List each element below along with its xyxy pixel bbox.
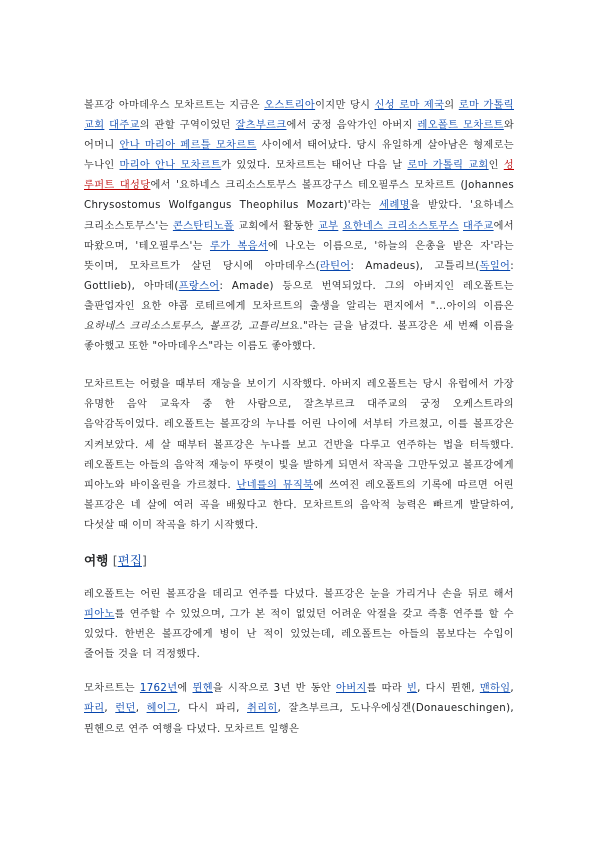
article-link[interactable]: 오스트리아 (264, 100, 316, 111)
article-link[interactable]: 루가 복음서 (209, 240, 269, 252)
article-link[interactable]: 런던 (115, 703, 136, 715)
text-run: 모차르트는 (84, 683, 140, 695)
section-heading-travel (84, 550, 514, 569)
article-link[interactable]: 잘츠부르크 (235, 120, 287, 132)
article-link[interactable]: 난네를의 뮤직북 (236, 479, 314, 491)
paragraph-performance (84, 585, 514, 665)
article-link[interactable]: 레오폴트 모차르트 (417, 120, 504, 132)
text-run: 인 (488, 160, 504, 172)
text-run: , 다시 파리, (177, 703, 248, 715)
section-title: 여행 (84, 552, 109, 568)
article-link[interactable]: 요한네스 크리소스토무스 (342, 220, 459, 232)
text-run: 에 (177, 683, 193, 695)
text-run: , (135, 703, 147, 715)
text-run: 을 시작으로 3년 반 동안 (212, 683, 336, 695)
article-link[interactable]: 아버지 (336, 683, 367, 695)
text-run: 를 따라 (366, 683, 407, 695)
article-link[interactable]: 취리히 (247, 703, 278, 715)
text-run: 에서 '요하네스 크리소스토무스 볼프강구스 테오필루스 모차르트 (Johannes Chrysostomus Wolfgangus Theophilus Mozart)'라는 (84, 180, 515, 212)
text-run: , 다시 뮌헨, (417, 683, 480, 695)
article-link[interactable]: 빈 (406, 683, 418, 695)
text-run: 에서 궁정 음악가인 아버지 (286, 120, 418, 132)
article-link[interactable]: 신성 로마 제국 (374, 100, 445, 111)
edit-bracket-open: [ (112, 552, 118, 568)
paragraph-childhood (84, 375, 514, 536)
article-link[interactable]: 라틴어 (319, 260, 351, 272)
article-body (84, 96, 514, 754)
article-link[interactable]: 교부 (317, 220, 339, 232)
text-run: , 잘츠부르크, 도나우에싱겐(Donaueschingen), 뮌헨으로 연주 여행을 다녔다. 모차르트 일행은 (84, 703, 514, 735)
article-link[interactable]: 세례명 (379, 200, 410, 212)
article-link[interactable]: 독일어 (479, 260, 511, 272)
article-link[interactable]: 맨하임 (479, 683, 511, 695)
text-run: 볼프강 아마데우스 모차르트는 지금은 (84, 100, 265, 111)
article-link[interactable]: 대주교 (463, 220, 494, 232)
text-run: , (510, 683, 515, 695)
text-run: 레오폴트는 어린 볼프강을 데리고 연주를 다녔다. 볼프강은 눈을 가리거나 손을 뒤로 해서 (84, 588, 514, 600)
quoted-names: 요하네스 크리소스토무스, 볼프강, 고틀리브 (84, 321, 290, 333)
article-link[interactable]: 뮌헨 (192, 683, 213, 695)
missing-article-link[interactable]: 성 루퍼트 대성당 (84, 160, 514, 192)
article-link[interactable]: 대주교 (109, 120, 140, 132)
paragraph-birth (84, 96, 514, 357)
text-run: 에서 따왔으며, '테오필루스'는 (84, 220, 514, 252)
text-run: 에 쓰여진 레오폴트의 기록에 따르면 어린 볼프강은 네 살에 여러 곡을 배웠다고 한다. 모차르트의 음악적 능력은 빠르게 발달하여, 다섯살 때 이미 작곡을 하기 시작했다. (84, 479, 514, 531)
edit-bracket-close: ] (142, 552, 147, 568)
text-run: 모차르트는 어렸을 때부터 재능을 보이기 시작했다. 아버지 레오폴트는 당시 유럽에서 가장 유명한 음악 교육자 중 한 사람으로, 잘츠부르크 대주교의 궁정 오케스트라의 음악감독이었다. 레오폴트는 볼프강의 누나를 어린 나이에 서부터 가르쳤고, 이를 볼프강은 지켜보았다. 세 살 때부터 볼프강은 누나를 보고 건반을 다루고 연주하는 법을 터득했다. 레오폴트는 아들의 음악적 재능이 뚜렷이 빛을 발하게 되면서 작곡을 그만두었고 볼프강에게 피아노와 바이올린을 가르쳤다. (84, 379, 514, 491)
text-run: 를 연주할 수 있었으며, 그가 본 적이 없었던 어려운 악절을 갖고 즉흥 연주를 할 수 있었다. 한번은 볼프강에게 병이 난 적이 있었는데, 레오폴트는 아들의 몸보다는 수입이 줄어들 것을 더 걱정했다. (84, 609, 514, 661)
text-run: 사이에서 태어났다. 당시 유일하게 살아남은 형제로는 누나인 (84, 140, 514, 172)
text-run: , (104, 703, 116, 715)
article-link[interactable]: 안나 마리아 페르틀 모차르트 (119, 140, 257, 152)
text-run: : Gottlieb), 아마데( (84, 260, 514, 292)
article-link[interactable]: 피아노 (84, 609, 115, 621)
article-link[interactable]: 콘스탄티노폴 (172, 220, 235, 232)
article-link[interactable]: 파리 (84, 703, 105, 715)
paragraph-tour (84, 679, 514, 739)
text-run: : Amade) 등으로 번역되었다. 그의 아버지인 레오폴트는 출판업자인 요한 야콥 로테르에게 모차르트의 출생을 알리는 편지에서 "...아이의 이름은 (84, 280, 514, 312)
article-link[interactable]: 로마 가톨릭 교회 (407, 160, 489, 172)
article-link[interactable]: 마리아 안나 모차르트 (119, 160, 222, 172)
article-link[interactable]: 로마 가톨릭 교회 (84, 100, 514, 132)
edit-section-link[interactable]: 편집 (117, 552, 142, 568)
text-run: 교회에서 활동한 (234, 220, 318, 232)
text-run: 이지만 당시 (315, 100, 375, 111)
article-link[interactable]: 헤이그 (146, 703, 178, 715)
text-run: 가 있었다. 모차르트는 태어난 다음 날 (221, 160, 408, 172)
text-run: : Amadeus), 고틀리브( (350, 260, 480, 272)
text-run: 요."라는 글을 남겼다. 볼프강은 세 번째 이름을 좋아했고 또한 "아마데우스"라는 이름도 좋아했다. (84, 321, 514, 353)
article-link[interactable]: 1762년 (139, 683, 178, 695)
text-run: 의 (444, 100, 459, 111)
text-run: 에 나오는 이름으로, '하늘의 은총을 받은 자'라는 뜻이며, 모차르트가 살던 당시에 아마데우스( (84, 240, 515, 272)
text-run: 와 어머니 (84, 120, 515, 152)
text-run: 을 받았다. '요하네스 크리소스토무스'는 (84, 200, 514, 232)
article-link[interactable]: 프랑스어 (178, 280, 220, 292)
text-run: 의 관할 구역이었던 (139, 120, 236, 132)
